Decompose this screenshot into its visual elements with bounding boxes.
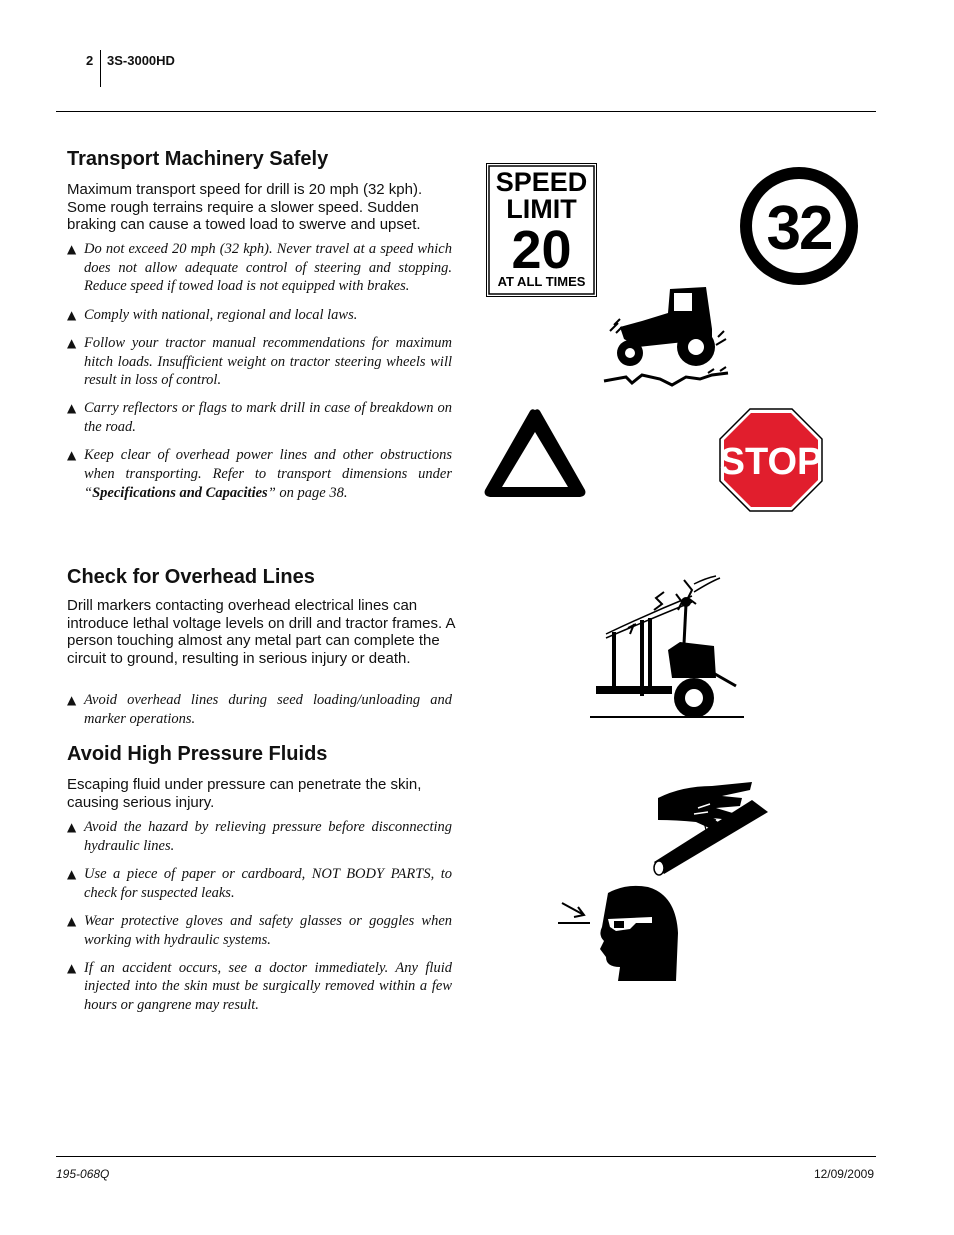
section-paragraph-high-pressure: Escaping fluid under pressure can penetrate the skin, causing serious injury. xyxy=(67,776,422,811)
speed-sign-number: 20 xyxy=(511,220,572,280)
header-divider xyxy=(100,50,101,87)
tractor-icon xyxy=(602,283,730,391)
safety-glasses-head-icon xyxy=(556,883,680,983)
stop-sign-text: STOP xyxy=(719,441,823,483)
metric-speed-sign xyxy=(739,166,859,286)
section-paragraph-overhead-lines: Drill markers contacting overhead electrical lines can introduce lethal voltage levels on drill and tractor frames. A person touching almost any metal part can complete the circuit to ground, resulting in serious injury or death. xyxy=(67,597,455,667)
section-title-transport: Transport Machinery Safely xyxy=(67,148,329,170)
bullet-text: Keep clear of overhead power lines and other obstructions when transporting. Refer to transport dimensions under “ xyxy=(84,447,452,501)
document-number: 195-068Q xyxy=(56,1167,110,1181)
list-item: ▲ Use a piece of paper or cardboard, NOT BODY PARTS, to check for suspected leaks. xyxy=(67,865,452,902)
page-number: 2 xyxy=(86,53,94,68)
bullet-list-transport xyxy=(67,240,452,512)
bullet-text: ” on page 38. xyxy=(267,484,348,501)
section-title-high-pressure: Avoid High Pressure Fluids xyxy=(67,743,328,765)
list-item: ▲ If an accident occurs, see a doctor immediately. Any fluid injected into the skin must be surgically removed within a few hours or gangrene may result. xyxy=(67,959,452,1015)
bullet-list-overhead-lines xyxy=(67,691,452,738)
speed-sign-line2: LIMIT xyxy=(506,194,577,224)
slow-moving-vehicle-icon xyxy=(482,408,588,499)
high-pressure-fluid-hand-icon xyxy=(652,780,770,876)
document-date: 12/09/2009 xyxy=(813,1167,874,1181)
list-item xyxy=(67,446,452,502)
list-item: ▲ Follow your tractor manual recommendations for maximum hitch loads. Insufficient weight on tractor steering wheels will result in loss of control. xyxy=(67,334,452,390)
bullet-list-high-pressure xyxy=(67,818,452,1024)
speed-sign-footer: AT ALL TIMES xyxy=(497,274,586,289)
speed-sign-line1: SPEED xyxy=(495,167,588,197)
list-item: ▲ Wear protective gloves and safety glasses or goggles when working with hydraulic systems. xyxy=(67,912,452,949)
model-name: 3S-3000HD xyxy=(107,53,175,68)
list-item: ▲ Comply with national, regional and local laws. xyxy=(67,306,452,325)
metric-sign-number: 32 xyxy=(766,194,832,263)
top-rule xyxy=(56,111,876,112)
bullet-bold-reference: Specifications and Capacities xyxy=(92,484,268,501)
bottom-rule xyxy=(56,1156,876,1157)
stop-sign xyxy=(719,408,823,512)
list-item: ▲ Avoid overhead lines during seed loading/unloading and marker operations. xyxy=(67,691,452,728)
speed-limit-sign xyxy=(486,163,597,297)
list-item: ▲ Carry reflectors or flags to mark drill in case of breakdown on the road. xyxy=(67,399,452,436)
list-item: ▲ Avoid the hazard by relieving pressure before disconnecting hydraulic lines. xyxy=(67,818,452,855)
section-title-overhead-lines: Check for Overhead Lines xyxy=(67,566,315,588)
list-item: ▲ Do not exceed 20 mph (32 kph). Never travel at a speed which does not allow adequate control of steering and stopping. Reduce speed if towed load is not equipped with brakes. xyxy=(67,240,452,296)
section-paragraph-transport: Maximum transport speed for drill is 20 mph (32 kph). Some rough terrains require a slower speed. Sudden braking can cause a towed load to swerve and upset. xyxy=(67,181,423,233)
overhead-power-lines-icon xyxy=(588,574,746,722)
